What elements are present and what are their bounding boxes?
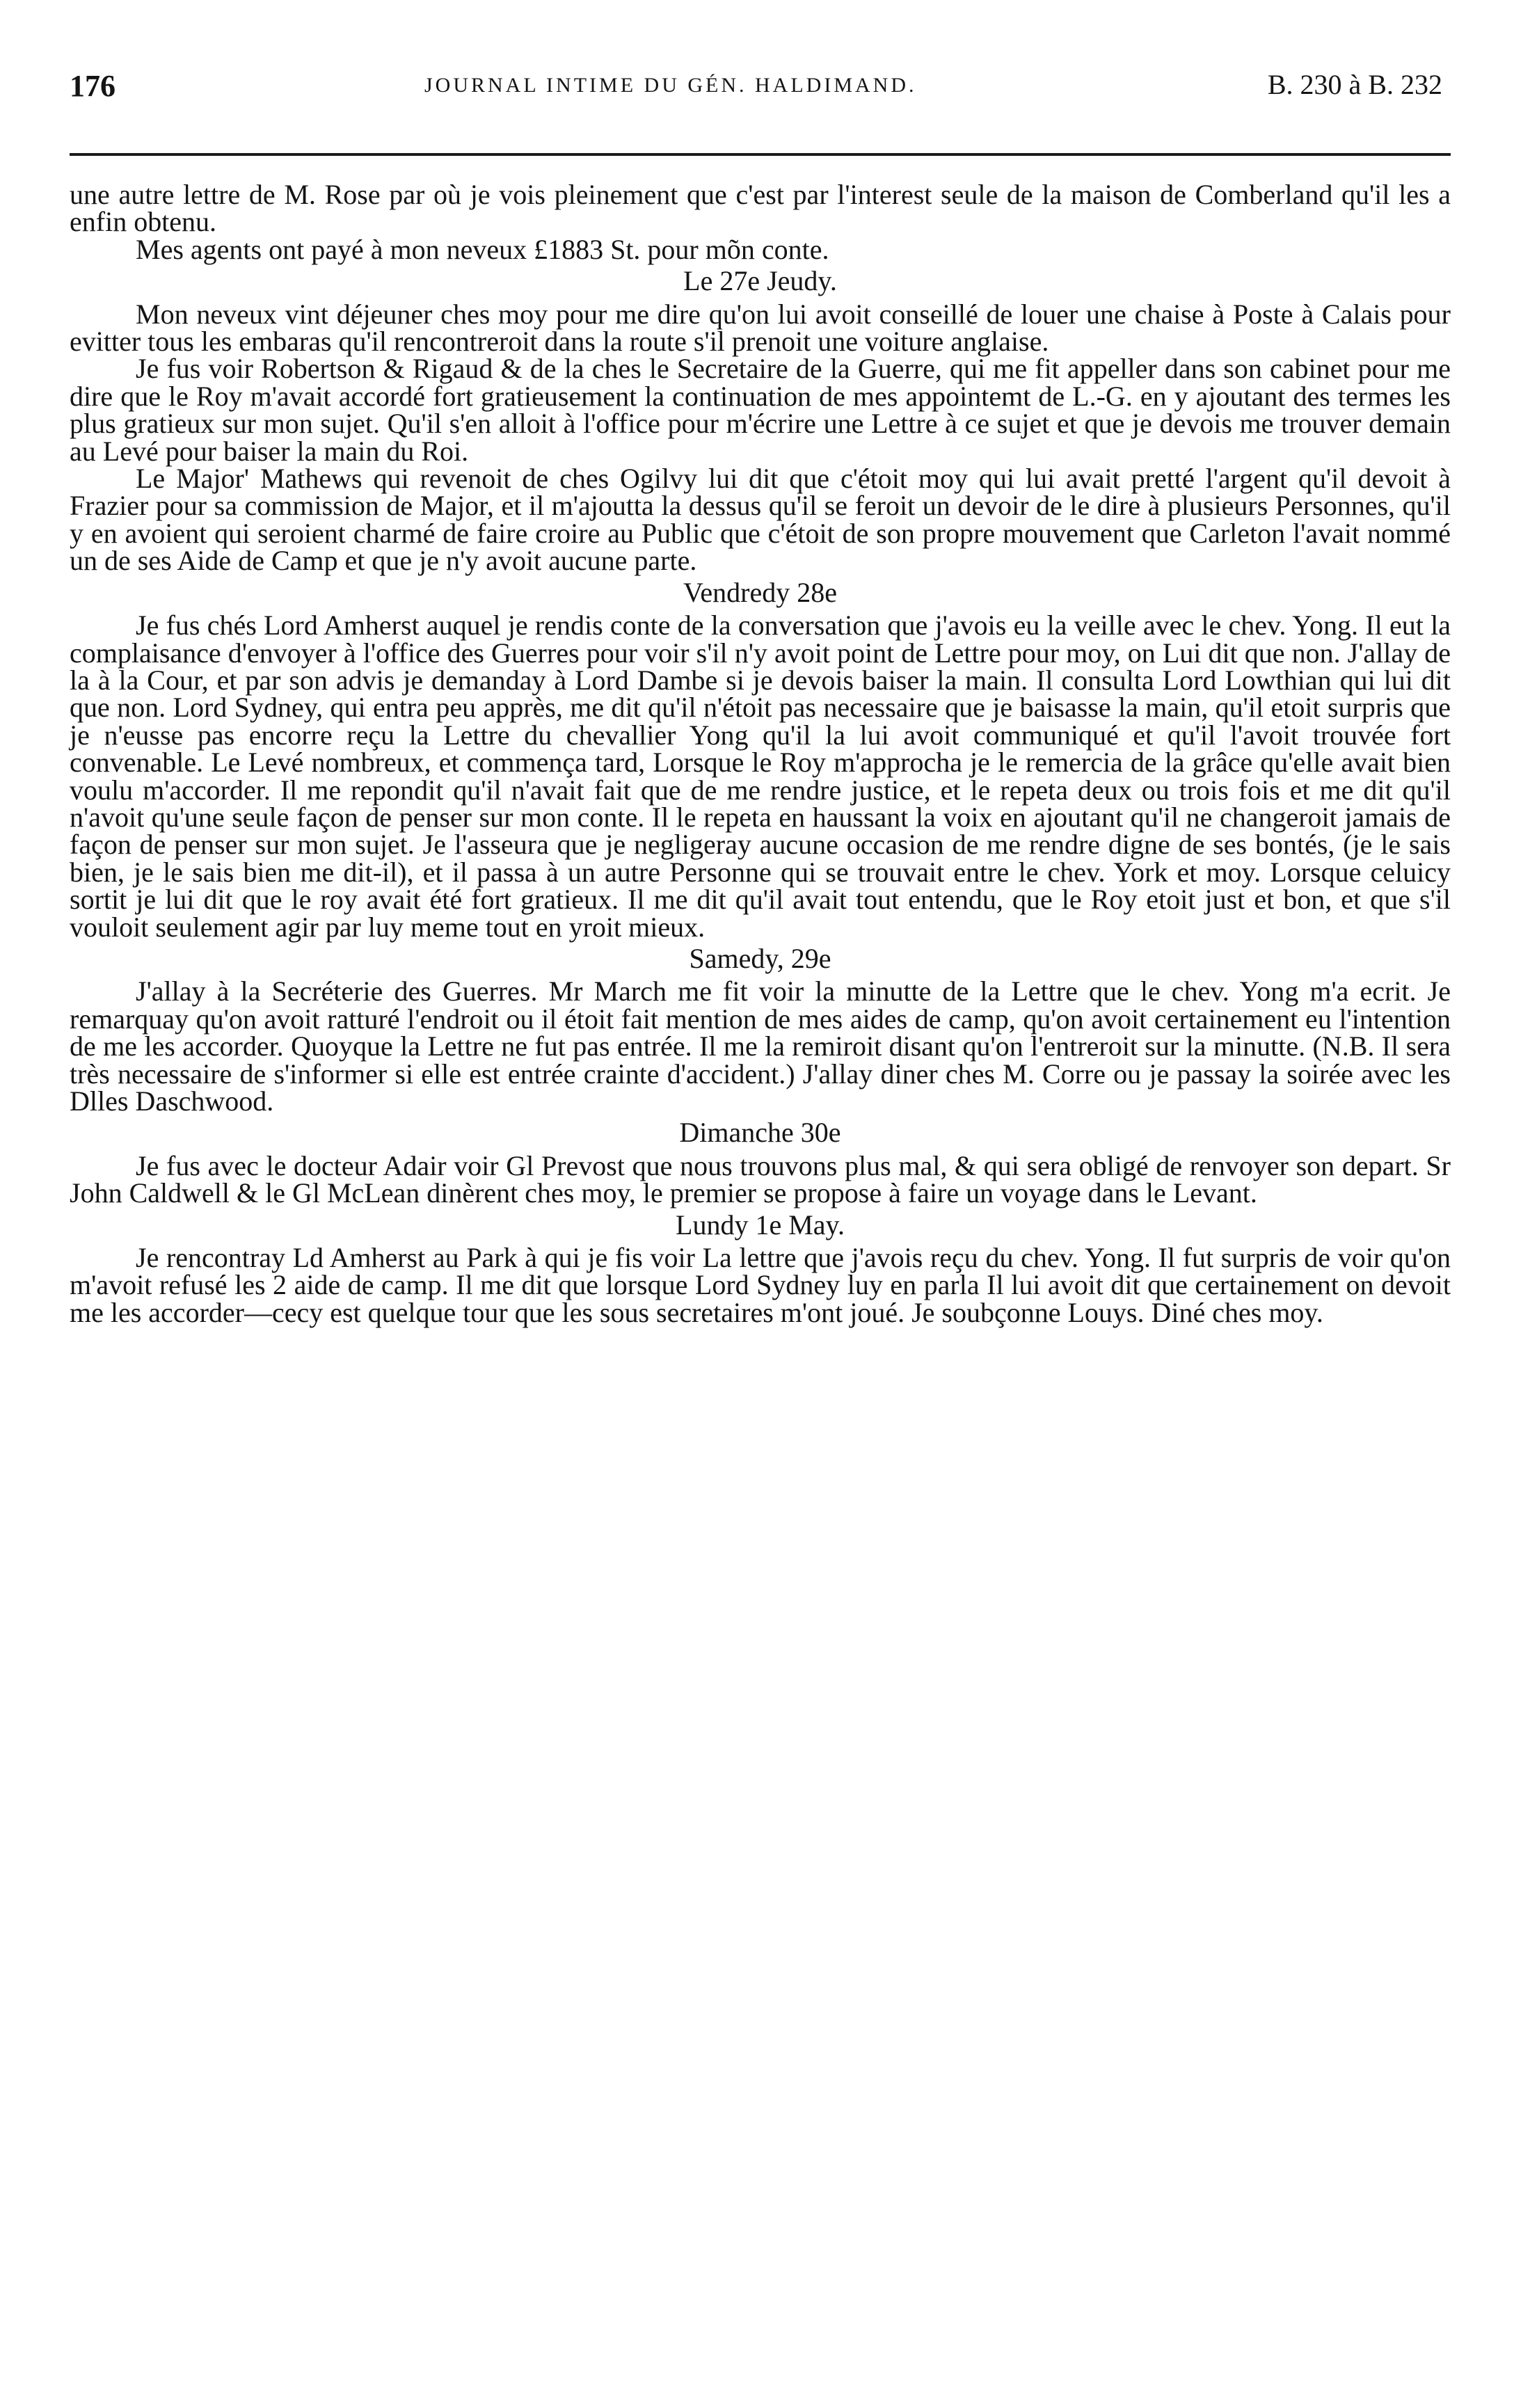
secreterie-paragraph: J'allay à la Secréterie des Guerres. Mr March me fit voir la minutte de la Lettre que le chev. Yong m'a ecrit. Je remarquay qu'on avoit ratturé l'endroit ou il étoit fait mention de mes aides de camp, qu'on avoit certainement eu l'intention de me les accorder. Quoyque la Lettre ne fut pas entrée. Il me la remiroit disant qu'on l'entreroit sur la minutte. (N.B. Il sera très necessaire de s'informer si elle est entrée crainte d'accident.) J'allay diner ches M. Corre ou je passay la soirée avec les Dlles Daschwood.: [70, 975, 1451, 1117]
page-number: 176: [70, 69, 115, 103]
adair-paragraph: Je fus avec le docteur Adair voir Gl Prevost que nous trouvons plus mal, & qui sera obligé de renvoyer son depart. Sr John Caldwell & le Gl McLean dinèrent ches moy, le premier se propose à faire un voyage dans le Levant.: [70, 1149, 1451, 1209]
running-title: JOURNAL INTIME DU GÉN. HALDIMAND.: [424, 74, 917, 97]
entry-date-may-1: Lundy 1e May.: [676, 1209, 845, 1241]
continuation-paragraph: une autre lettre de M. Rose par où je vois pleinement que c'est par l'interest seule de la maison de Comberland qu'il les a enfin obtenu.: [70, 179, 1451, 238]
entry-date-27: Le 27e Jeudy.: [683, 265, 837, 297]
header-rule: [70, 153, 1451, 156]
entry-date-29: Samedy, 29e: [689, 942, 831, 974]
page-body: [70, 181, 1451, 1326]
folio-range: B. 230 à B. 232: [1267, 69, 1442, 100]
agents-paragraph: Mes agents ont payé à mon neveux £1883 St. pour mõn conte.: [136, 233, 829, 265]
mathews-paragraph: Le Major' Mathews qui revenoit de ches Ogilvy lui dit que c'étoit moy qui lui avait pretté l'argent qu'il devoit à Frazier pour sa commission de Major, et il m'ajoutta la dessus qu'il se feroit un devoir de le dire à plusieurs Personnes, qu'il y en avoient qui seroient charmé de faire croire au Public que c'étoit de son propre mouvement que Carleton l'avait nommé un de ses Aide de Camp et que je n'y avoit aucune parte.: [70, 463, 1451, 577]
park-paragraph: Je rencontray Ld Amherst au Park à qui je fis voir La lettre que j'avois reçu du chev. Yong. Il fut surpris de voir qu'on m'avoit refusé les 2 aide de camp. Il me dit que lorsque Lord Sydney luy en parla Il lui avoit dit que certainement on devoit me les accorder—cecy est quelque tour que les sous secretaires m'ont joué. Je soubçonne Louys. Diné ches moy.: [70, 1242, 1451, 1328]
entry-date-28: Vendredy 28e: [683, 576, 838, 608]
journal-page: [70, 49, 1451, 1328]
robertson-paragraph: Je fus voir Robertson & Rigaud & de la ches le Secretaire de la Guerre, qui me fit appeller dans son cabinet pour me dire que le Roy m'avait accordé fort gratieusement la continuation de mes appointemt de L.-G. en y ajoutant des termes les plus gratieux sur mon sujet. Qu'il s'en alloit à l'office pour m'écrire une Lettre à ce sujet et que je devois me trouver demain au Levé pour baiser la main du Roi.: [70, 353, 1451, 467]
page-header: [70, 49, 1451, 104]
amherst-paragraph: Je fus chés Lord Amherst auquel je rendis conte de la conversation que j'avois eu la veille avec le chev. Yong. Il eut la complaisance d'envoyer à l'office des Guerres pour voir s'il n'y avoit point de Lettre pour moy, on Lui dit que non. J'allay de la à la Cour, et par son advis je demanday à Lord Dambe si je devois baiser la main. Il consulta Lord Lowthian qui lui dit que non. Lord Sydney, qui entra peu apprès, me dit qu'il n'étoit pas necessaire que je baisasse la main, qu'il etoit surpris que je n'eusse pas encorre reçu la Lettre du chevallier Yong qu'il la lui avoit communiqué et qu'il l'avoit trouvée fort convenable. Le Levé nombreux, et commença tard, Lorsque le Roy m'approcha je le remercia de la grâce qu'elle avait bien voulu m'accorder. Il me repondit qu'il n'avait fait que de me rendre justice, et le repeta deux ou trois fois et me dit qu'il n'avoit qu'une seule façon de penser sur mon conte. Il le repeta en haussant la voix en ajoutant qu'il ne changeroit jamais de façon de penser sur mon sujet. Je l'asseura que je negligeray aucune occasion de me rendre digne de ses bontés, (je le sais bien, je le sais bien me dit-il), et il passa à un autre Personne qui se trouvait entre le chev. York et moy. Lorsque celuicy sortit je lui dit que le roy avait été fort gratieux. Il me dit qu'il avait tout entendu, que le Roy etoit just et bon, et que s'il vouloit seulement agir par luy meme tout en yroit mieux.: [70, 609, 1451, 943]
entry-date-30: Dimanche 30e: [679, 1117, 841, 1149]
neveu-paragraph: Mon neveux vint déjeuner ches moy pour me dire qu'on lui avoit conseillé de louer une chaise à Poste à Calais pour evitter tous les embaras qu'il rencontreroit dans la route s'il prenoit une voiture anglaise.: [70, 298, 1451, 358]
